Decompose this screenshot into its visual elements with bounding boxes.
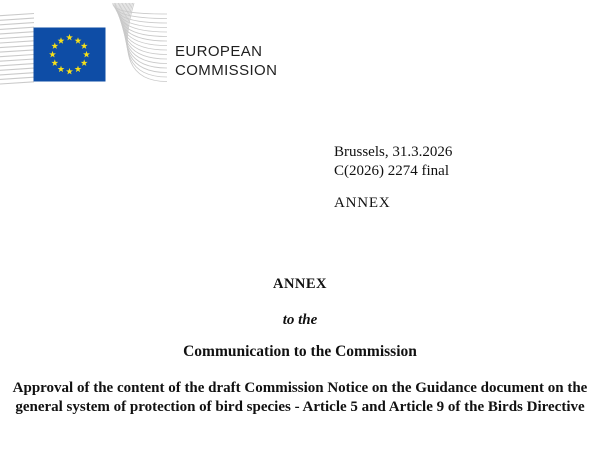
org-name-line1: EUROPEAN xyxy=(175,43,263,60)
document-number: C(2026) 2274 final xyxy=(334,163,449,179)
logo-cascade-lines xyxy=(113,3,167,82)
document-title: Approval of the content of the draft Commission Notice on the Guidance document on the general system of protection of bird species - Article 5 and Article 9 of the Birds Directive xyxy=(12,380,588,415)
organization-name xyxy=(175,43,277,80)
org-name-line2: COMMISSION xyxy=(175,61,278,79)
european-commission-logo xyxy=(0,0,170,96)
place-and-date: Brussels, 31.3.2026 xyxy=(334,144,453,160)
eu-flag-logo-graphic xyxy=(0,0,170,96)
logo-left-stripes xyxy=(0,14,34,85)
subtitle-to-the: to the xyxy=(282,312,318,328)
annex-reference-label: ANNEX xyxy=(334,195,391,211)
annex-heading: ANNEX xyxy=(272,276,328,292)
communication-heading: Communication to the Commission xyxy=(183,343,417,360)
